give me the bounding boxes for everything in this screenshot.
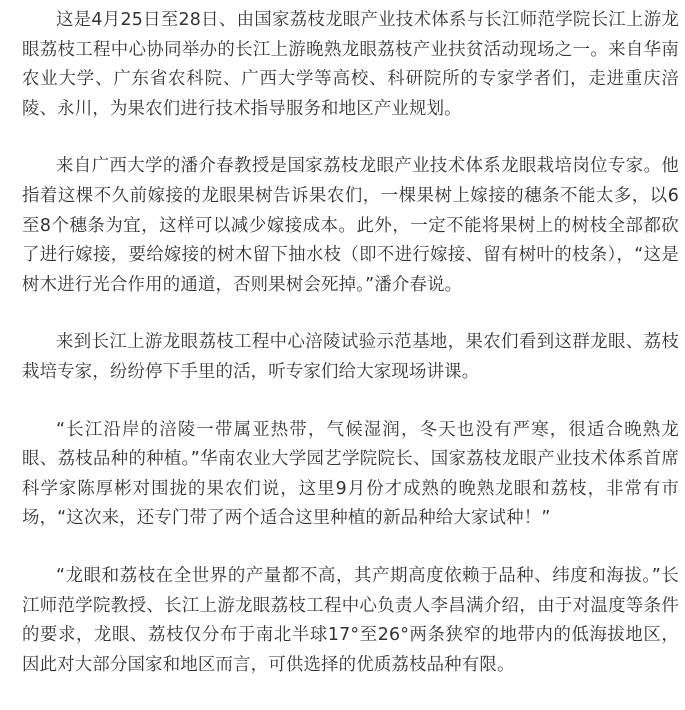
article-paragraph-2: 来自广西大学的潘介春教授是国家荔枝龙眼产业技术体系龙眼栽培岗位专家。他指着这棵不久前嫁接的龙眼果树告诉果农们，一棵果树上嫁接的穗条不能太多，以6至8个穗条为宜，这样可以减少嫁接成本。此外，一定不能将果树上的树枝全部都砍了进行嫁接，要给嫁接的树木留下抽水枝（即不进行嫁接、留有树叶的枝条），“这是树木进行光合作用的通道，否则果树会死掉。”潘介春说。	[22, 156, 679, 295]
article-paragraph-1: 这是4月25日至28日、由国家荔枝龙眼产业技术体系与长江师范学院长江上游龙眼荔枝工程中心协同举办的长江上游晚熟龙眼荔枝产业扶贫活动现场之一。来自华南农业大学、广东省农科院、广西大学等高校、科研院所的专家学者们，走进重庆涪陵、永川，为果农们进行技术指导服务和地区产业规划。	[22, 10, 679, 119]
article-paragraph-5: “龙眼和荔枝在全世界的产量都不高，其产期高度依赖于品种、纬度和海拔。”长江师范学院教授、长江上游龙眼荔枝工程中心负责人李昌满介绍，由于对温度等条件的要求，龙眼、荔枝仅分布于南北半球17°至26°两条狭窄的地带内的低海拔地区，因此对大部分国家和地区而言，可供选择的优质荔枝品种有限。	[22, 565, 679, 675]
article-paragraph-3: 来到长江上游龙眼荔枝工程中心涪陵试验示范基地，果农们看到这群龙眼、荔枝栽培专家，纷纷停下手里的活，听专家们给大家现场讲课。	[22, 332, 679, 382]
article-paragraph-4: “长江沿岸的涪陵一带属亚热带，气候湿润，冬天也没有严寒，很适合晚熟龙眼、荔枝品种的种植。”华南农业大学园艺学院院长、国家荔枝龙眼产业技术体系首席科学家陈厚彬对围拢的果农们说，这里9月份才成熟的晚熟龙眼和荔枝，非常有市场，“这次来，还专门带了两个适合这里种植的新品种给大家试种！”	[22, 419, 679, 529]
